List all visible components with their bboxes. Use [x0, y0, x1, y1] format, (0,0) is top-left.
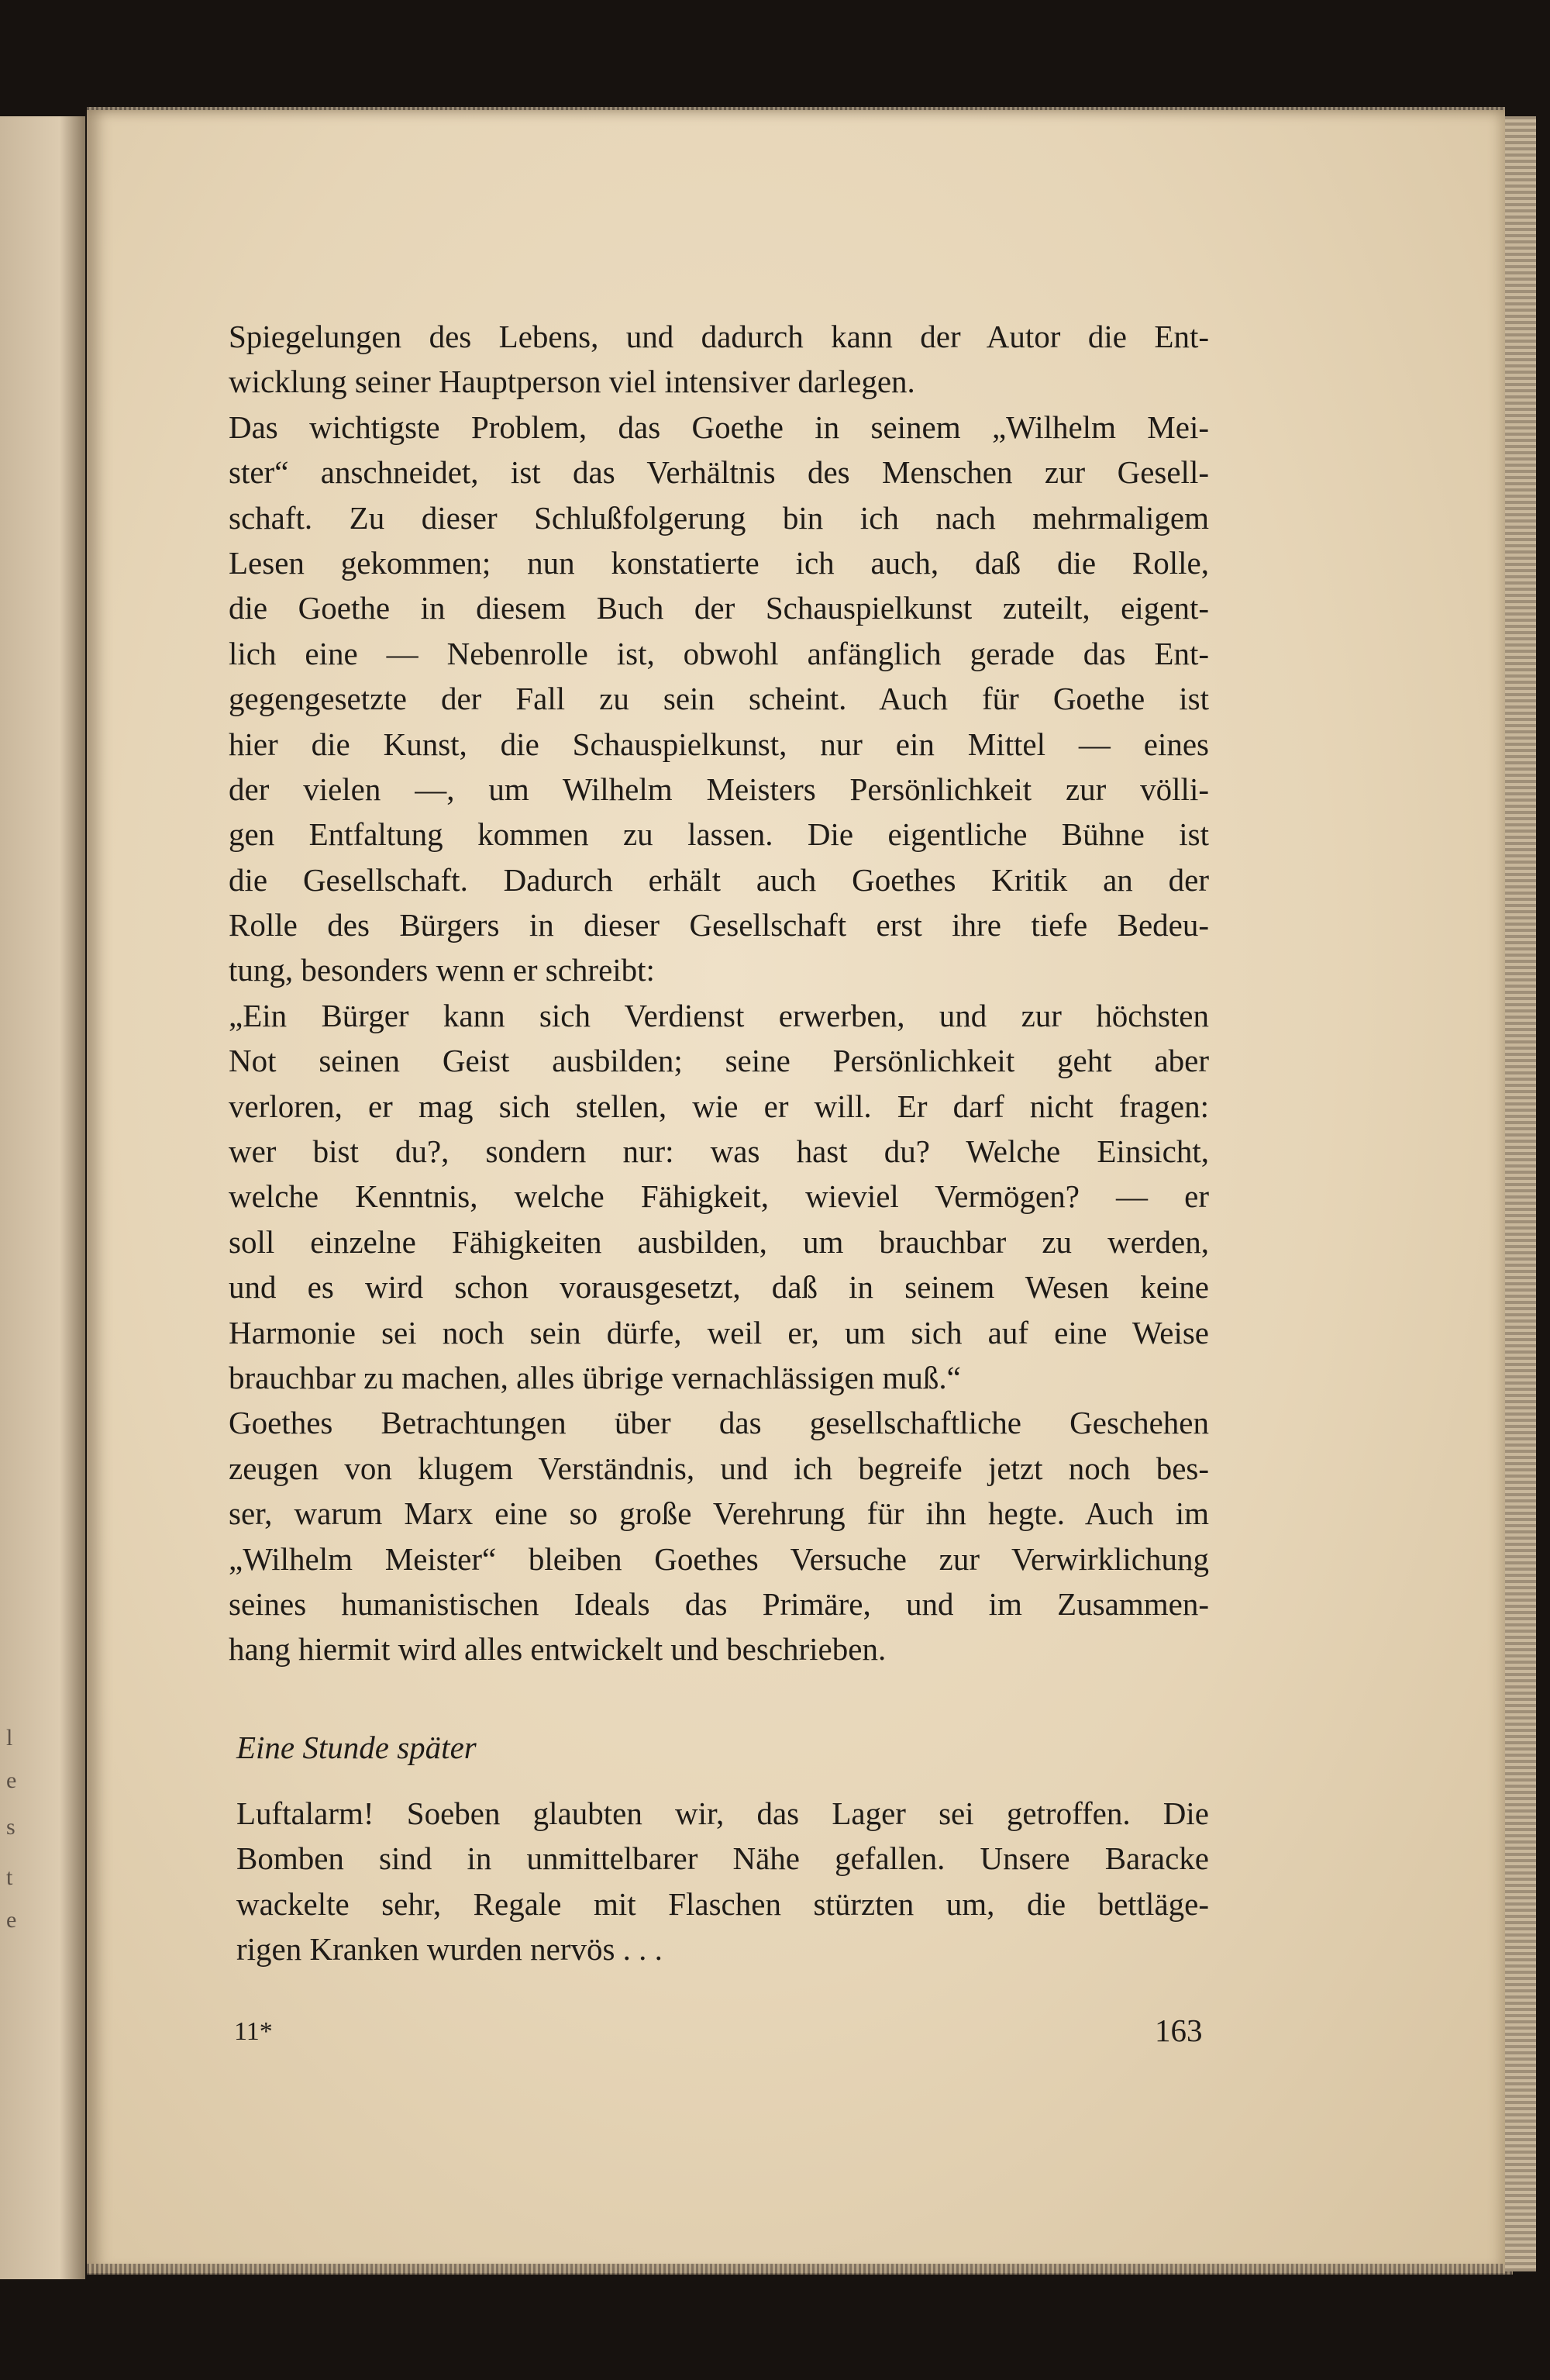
edge-letter: l — [6, 1725, 13, 1751]
text-line: „Wilhelm Meister“ bleiben Goethes Versuche zur Verwirklichung — [229, 1540, 1209, 1577]
quote-line: „Ein Bürger kann sich Verdienst erwerben, und zur höchsten — [229, 997, 1209, 1033]
text-line: die Goethe in diesem Buch der Schauspielkunst zuteilt, eigent- — [229, 590, 1209, 626]
page-number: 163 — [1155, 2013, 1203, 2048]
text-line: Goethes Betrachtungen über das gesellschaftliche Geschehen — [229, 1405, 1209, 1441]
page-bottom-edge — [87, 2264, 1513, 2275]
quote-line: brauchbar zu machen, alles übrige vernachlässigen muß.“ — [229, 1359, 961, 1395]
text-line: Bomben sind in unmittelbarer Nähe gefallen. Unsere Baracke — [236, 1840, 1209, 1877]
previous-page-edge — [0, 116, 85, 2279]
text-line: Das wichtigste Problem, das Goethe in seinem „Wilhelm Mei- — [229, 409, 1209, 445]
text-line: gegengesetzte der Fall zu sein scheint. Auch für Goethe ist — [229, 681, 1209, 717]
section-heading: Eine Stunde später — [236, 1730, 477, 1765]
text-line: rigen Kranken wurden nervös . . . — [236, 1931, 663, 1968]
text-line: gen Entfaltung kommen zu lassen. Die eigentliche Bühne ist — [229, 816, 1209, 853]
text-line: Rolle des Bürgers in dieser Gesellschaft erst ihre tiefe Bedeu- — [229, 907, 1209, 943]
quote-line: Harmonie sei noch sein dürfe, weil er, um sich auf eine Weise — [229, 1314, 1209, 1350]
edge-letter: t — [6, 1864, 13, 1890]
quote-line: verloren, er mag sich stellen, wie er will. Er darf nicht fragen: — [229, 1088, 1209, 1124]
quote-line: welche Kenntnis, welche Fähigkeit, wieviel Vermögen? — er — [229, 1178, 1209, 1215]
quote-line: soll einzelne Fähigkeiten ausbilden, um brauchbar zu werden, — [229, 1223, 1209, 1260]
edge-letter: e — [6, 1907, 17, 1933]
edge-letter: s — [6, 1814, 16, 1840]
edge-letter: e — [6, 1768, 17, 1793]
text-line: lich eine — Nebenrolle ist, obwohl anfänglich gerade das Ent- — [229, 635, 1209, 671]
text-line: hier die Kunst, die Schauspielkunst, nur ein Mittel — eines — [229, 726, 1209, 762]
main-paragraph — [229, 314, 1209, 1672]
second-paragraph — [236, 1791, 1209, 1972]
text-line: ster“ anschneidet, ist das Verhältnis des Menschen zur Gesell- — [229, 454, 1209, 491]
quote-line: und es wird schon vorausgesetzt, daß in seinem Wesen keine — [229, 1269, 1209, 1306]
text-line: ser, warum Marx eine so große Verehrung für ihn hegte. Auch im — [229, 1495, 1209, 1532]
book-cover-edge — [1505, 116, 1536, 2271]
text-line: Lesen gekommen; nun konstatierte ich auch, daß die Rolle, — [229, 544, 1209, 581]
text-line: Luftalarm! Soeben glaubten wir, das Lager sei getroffen. Die — [236, 1795, 1209, 1831]
text-line: tung, besonders wenn er schreibt: — [229, 952, 655, 988]
signature-mark: 11* — [234, 2017, 273, 2046]
text-line: hang hiermit wird alles entwickelt und beschrieben. — [229, 1631, 887, 1668]
text-line: seines humanistischen Ideals das Primäre, und im Zusammen- — [229, 1585, 1209, 1622]
text-line: wicklung seiner Hauptperson viel intensiver darlegen. — [229, 364, 915, 400]
text-line: wackelte sehr, Regale mit Flaschen stürzten um, die bettläge- — [236, 1885, 1209, 1922]
text-line: der vielen —, um Wilhelm Meisters Persönlichkeit zur völli- — [229, 771, 1209, 807]
quote-line: Not seinen Geist ausbilden; seine Persönlichkeit geht aber — [229, 1043, 1209, 1079]
quote-line: wer bist du?, sondern nur: was hast du? Welche Einsicht, — [229, 1133, 1209, 1170]
text-line: schaft. Zu dieser Schlußfolgerung bin ich nach mehrmaligem — [229, 499, 1209, 536]
text-line: die Gesellschaft. Dadurch erhält auch Goethes Kritik an der — [229, 861, 1209, 898]
text-line: zeugen von klugem Verständnis, und ich begreife jetzt noch bes- — [229, 1450, 1209, 1486]
text-line: Spiegelungen des Lebens, und dadurch kann der Autor die Ent- — [229, 319, 1209, 354]
